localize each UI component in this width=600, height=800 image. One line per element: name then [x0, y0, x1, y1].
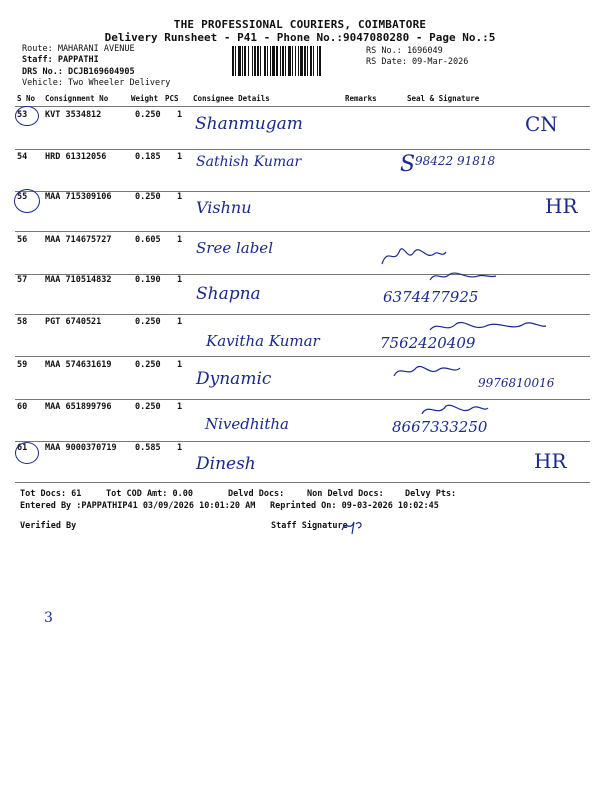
row-pcs: 1	[177, 275, 183, 285]
rs-no-text: RS No.: 1696049	[366, 46, 443, 56]
tot-docs: Tot Docs: 61	[20, 489, 82, 499]
row-sno: 59	[17, 360, 28, 370]
recipient-phone: 7562420409	[380, 334, 476, 352]
row-pcs: 1	[177, 192, 183, 202]
row-divider	[15, 356, 590, 357]
route-text: Route: MAHARANI AVENUE	[22, 44, 135, 54]
col-weight: Weight	[131, 94, 159, 103]
row-divider	[15, 441, 590, 442]
col-remarks: Remarks	[345, 94, 377, 103]
row-pcs: 1	[177, 235, 183, 245]
row-weight: 0.250	[135, 317, 161, 327]
row-divider	[15, 149, 590, 150]
seal-signature: S	[400, 152, 416, 177]
reprinted-on: Reprinted On: 09-03-2026 10:02:45	[270, 501, 439, 511]
consignee-signature: Nivedhitha	[205, 415, 289, 433]
row-weight: 0.585	[135, 443, 161, 453]
recipient-phone: 8667333250	[392, 418, 488, 436]
verified-by: Verified By	[20, 521, 77, 531]
staff-initials: CN	[525, 112, 558, 136]
meta-right	[366, 46, 468, 68]
col-seal: Seal & Signature	[407, 94, 480, 103]
staff-signature: Staff Signature	[271, 521, 348, 531]
consignee-signature: Sree label	[196, 239, 273, 257]
row-consignment: MAA 714675727	[45, 235, 112, 245]
sno-circle-mark	[15, 442, 39, 464]
barcode-bar	[321, 46, 322, 76]
row-weight: 0.605	[135, 235, 161, 245]
row-consignment: MAA 651899796	[45, 402, 112, 412]
signature-scribble	[392, 360, 462, 382]
row-sno: 53	[17, 110, 28, 120]
row-sno: 57	[17, 275, 28, 285]
row-divider	[15, 314, 590, 315]
delvd-docs: Delvd Docs:	[228, 489, 285, 499]
staff-initials: HR	[545, 194, 578, 218]
row-weight: 0.250	[135, 110, 161, 120]
row-pcs: 1	[177, 443, 183, 453]
row-sno: 61	[17, 443, 28, 453]
signature-scribble	[428, 316, 548, 338]
consignee-signature: Shapna	[196, 284, 261, 304]
table-header	[15, 94, 590, 106]
row-divider	[15, 482, 590, 483]
vehicle-text: Vehicle: Two Wheeler Delivery	[22, 78, 171, 88]
row-consignment: MAA 9000370719	[45, 443, 117, 453]
drs-text: DRS No.: DCJB169604905	[22, 67, 135, 77]
consignee-signature: Sathish Kumar	[196, 154, 302, 170]
row-pcs: 1	[177, 110, 183, 120]
consignee-signature: Kavitha Kumar	[206, 332, 320, 350]
sno-circle-mark	[14, 189, 40, 213]
recipient-phone: 6374477925	[383, 288, 479, 306]
row-pcs: 1	[177, 317, 183, 327]
row-consignment: HRD 61312056	[45, 152, 107, 162]
page-mark: 3	[44, 610, 53, 626]
row-sno: 55	[17, 192, 28, 202]
tot-cod: Tot COD Amt: 0.00	[106, 489, 193, 499]
col-sno: S No	[17, 94, 36, 103]
consignee-signature: Dynamic	[196, 369, 272, 389]
delvy-pts: Delvy Pts:	[405, 489, 457, 499]
row-sno: 58	[17, 317, 28, 327]
row-divider	[15, 399, 590, 400]
barcode	[232, 46, 360, 76]
row-consignment: MAA 574631619	[45, 360, 112, 370]
row-consignment: PGT 6740521	[45, 317, 102, 327]
row-weight: 0.250	[135, 360, 161, 370]
consignee-signature: Dinesh	[196, 454, 256, 474]
runsheet-subtitle: Delivery Runsheet - P41 - Phone No.:9047080280 - Page No.:5	[104, 31, 496, 44]
rs-date-text: RS Date: 09-Mar-2026	[366, 57, 469, 67]
staff-signature-mark	[338, 516, 368, 536]
row-weight: 0.250	[135, 402, 161, 412]
row-consignment: MAA 710514832	[45, 275, 112, 285]
row-weight: 0.185	[135, 152, 161, 162]
consignee-signature: Shanmugam	[195, 114, 303, 134]
row-pcs: 1	[177, 402, 183, 412]
company-title: THE PROFESSIONAL COURIERS, COIMBATORE	[173, 18, 427, 31]
sno-circle-mark	[15, 106, 39, 126]
staff-initials: HR	[534, 449, 567, 473]
signature-scribble	[428, 268, 498, 286]
header-rule	[15, 106, 590, 107]
row-sno: 56	[17, 235, 28, 245]
row-weight: 0.190	[135, 275, 161, 285]
row-pcs: 1	[177, 152, 183, 162]
row-weight: 0.250	[135, 192, 161, 202]
row-consignment: KVT 3534812	[45, 110, 102, 120]
consignee-signature: Vishnu	[196, 198, 252, 217]
signature-scribble	[420, 400, 490, 420]
col-consignee: Consignee Details	[193, 94, 270, 103]
col-pcs: PCS	[165, 94, 179, 103]
signature-scribble	[378, 240, 448, 270]
non-delvd-docs: Non Delvd Docs:	[307, 489, 384, 499]
row-sno: 54	[17, 152, 28, 162]
row-divider	[15, 231, 590, 232]
row-pcs: 1	[177, 360, 183, 370]
col-consignment: Consignment No	[45, 94, 109, 103]
row-consignment: MAA 715309106	[45, 192, 112, 202]
recipient-phone: 9976810016	[478, 376, 555, 390]
staff-text: Staff: PAPPATHI	[22, 55, 99, 65]
row-sno: 60	[17, 402, 28, 412]
recipient-phone: 98422 91818	[415, 154, 496, 168]
meta-left	[22, 44, 170, 89]
entered-by: Entered By :PAPPATHIP41 03/09/2026 10:01:20 AM	[20, 501, 256, 511]
